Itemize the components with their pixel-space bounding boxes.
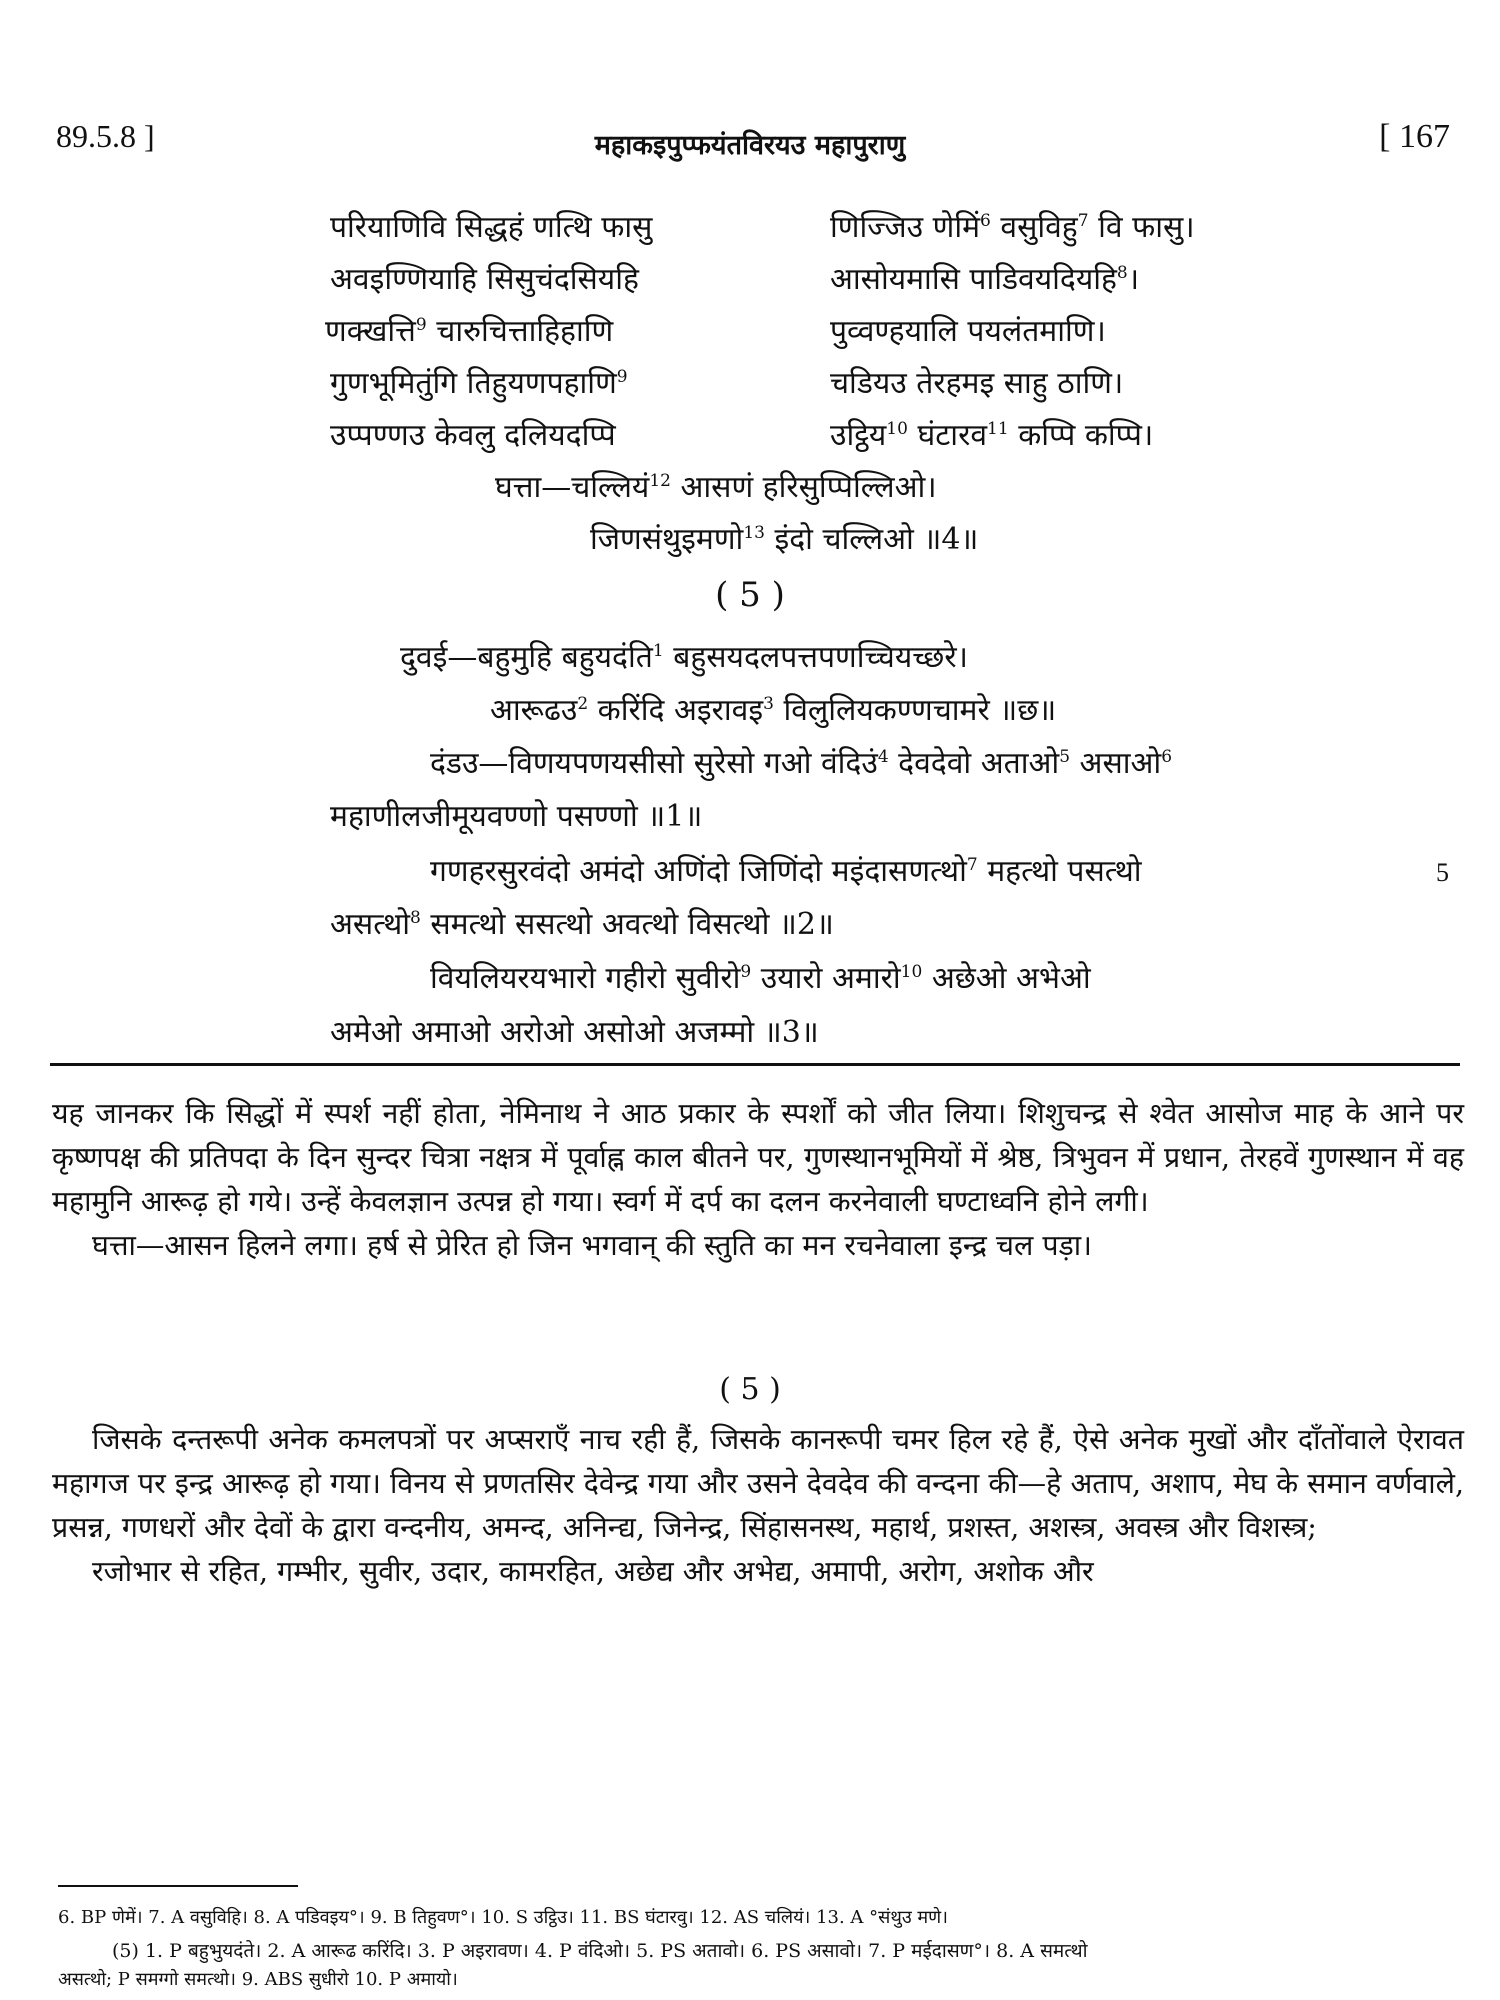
verse-line-5a: उप्पण्णउ केवलु दलियदप्पि	[330, 418, 616, 453]
verse-line-4b: चडियउ तेरहमइ साहु ठाणि।	[830, 366, 1124, 401]
margin-line-number: 5	[1436, 858, 1449, 887]
ghatta-line-2: जिणसंथुइमणो$^{13}$ इंदो चल्लिओ ॥4॥	[590, 522, 979, 557]
section-number: ( 5 )	[715, 575, 785, 615]
translation-paragraph-4: रजोभार से रहित, गम्भीर, सुवीर, उदार, कामरहित, अछेद्य और अभेद्य, अमापी, अरोग, अशोक और	[92, 1555, 1094, 1588]
verse-line-2a: अवइण्णियाहि सिसुचंदसियहि	[330, 262, 639, 297]
ghatta-line-1: घत्ता—चल्लियं$^{12}$ आसणं हरिसुप्पिल्लिओ।	[495, 470, 937, 505]
section-divider	[50, 1063, 1460, 1066]
running-title: महाकइपुप्फयंतविरयउ महापुराणु	[594, 130, 906, 161]
footnote-line-2: (5) 1. P बहुभुयदंते। 2. A आरूढ करिंदि। 3. P अइरावण। 4. P वंदिओ। 5. PS अतावो। 6. PS असावो। 7. P मईदासण°। 8. A समत्थो	[112, 1940, 1088, 1962]
translation-paragraph-1: यह जानकर कि सिद्धों में स्पर्श नहीं होता, नेमिनाथ ने आठ प्रकार के स्पर्शों को जीत लिया। शिशुचन्द्र से श्वेत आसोज माह के आने पर कृष्णपक्ष की प्रतिपदा के दिन सुन्दर चित्रा नक्षत्र में पूर्वाह्न काल बीतने पर, गुणस्थानभूमियों में श्रेष्ठ, त्रिभुवन में प्रधान, तेरहवें गुणस्थान में वह महामुनि आरूढ़ हो गये। उन्हें केवलज्ञान उत्पन्न हो गया। स्वर्ग में दर्प का दलन करनेवाली घण्टाध्वनि होने लगी।	[52, 1097, 1464, 1218]
page-reference: 89.5.8 ]	[56, 118, 155, 154]
footnote-line-1: 6. BP णेमें। 7. A वसुविहि। 8. A पडिवइय°। 9. B तिहुवण°। 10. S उट्ठिउ। 11. BS घंटारवु। 12. AS चलियं। 13. A °संथुउ मणे।	[58, 1907, 949, 1928]
danda-line-1: दंडउ—विणयपणयसीसो सुरेसो गओ वंदिउं$^4$ देवदेवो अताओ$^5$ असाओ$^6$	[430, 746, 1173, 781]
verse-line-5b: उट्ठिय$^{10}$ घंटारव$^{11}$ कप्पि कप्पि।	[830, 418, 1154, 453]
translation-block-5	[52, 1418, 1464, 1594]
danda-line-6: अमेओ अमाओ अरोओ असोओ अजम्मो ॥3॥	[330, 1015, 819, 1050]
verse-line-1b: णिज्जिउ णेमिं$^6$ वसुविहु$^7$ वि फासु।	[830, 210, 1195, 245]
verse-line-1a: परियाणिवि सिद्धहं णत्थि फासु	[330, 210, 653, 245]
danda-line-5: वियलियरयभारो गहीरो सुवीरो$^9$ उयारो अमारो$^{10}$ अछेओ अभेओ	[430, 961, 1091, 996]
danda-line-3: गणहरसुरवंदो अमंदो अणिंदो जिणिंदो मइंदासणत्थो$^7$ महत्थो पसत्थो	[430, 854, 1142, 889]
verse-line-3b: पुव्वण्हयालि पयलंतमाणि।	[830, 314, 1106, 349]
footnote-line-3: असत्थो; P समग्गो समत्थो। 9. ABS सुधीरो 10. P अमायो।	[58, 1969, 458, 1990]
translation-ghatta: घत्ता—आसन हिलने लगा। हर्ष से प्रेरित हो जिन भगवान् की स्तुति का मन रचनेवाला इन्द्र चल पड़ा।	[92, 1229, 1092, 1262]
verse-line-2b: आसोयमासि पाडिवयदियहि$^8$।	[830, 262, 1140, 297]
duvai-line-2: आरूढउ$^2$ करिंदि अइरावइ$^3$ विलुलियकण्णचामरे ॥छ॥	[490, 693, 1057, 728]
duvai-line-1: दुवई—बहुमुहि बहुयदंति$^1$ बहुसयदलपत्तपणच्चियच्छरे।	[400, 640, 968, 675]
verse-line-4a: गुणभूमितुंगि तिहुयणपहाणि$^9$	[330, 366, 628, 401]
translation-paragraph-3: जिसके दन्तरूपी अनेक कमलपत्रों पर अप्सराएँ नाच रही हैं, जिसके कानरूपी चमर हिल रहे हैं, ऐसे अनेक मुखों और दाँतोंवाले ऐरावत महागज पर इन्द्र आरूढ़ हो गया। विनय से प्रणतसिर देवेन्द्र गया और उसने देवदेव की वन्दना की—हे अताप, अशाप, मेघ के समान वर्णवाले, प्रसन्न, गणधरों और देवों के द्वारा वन्दनीय, अमन्द, अनिन्द्य, जिनेन्द्र, सिंहासनस्थ, महार्थ, प्रशस्त, अशस्त्र, अवस्त्र और विशस्त्र;	[52, 1423, 1464, 1544]
footnote-divider	[58, 1885, 298, 1887]
translation-section-number: ( 5 )	[719, 1372, 781, 1407]
danda-line-2: महाणीलजीमूयवण्णो पसण्णो ॥1॥	[330, 799, 703, 834]
verse-line-3a: णक्खत्ति$^9$ चारुचित्ताहिहाणि	[325, 314, 614, 349]
page-number: [ 167	[1379, 118, 1450, 155]
translation-block	[52, 1092, 1464, 1268]
danda-line-4: असत्थो$^8$ समत्थो ससत्थो अवत्थो विसत्थो ॥2॥	[330, 907, 834, 942]
